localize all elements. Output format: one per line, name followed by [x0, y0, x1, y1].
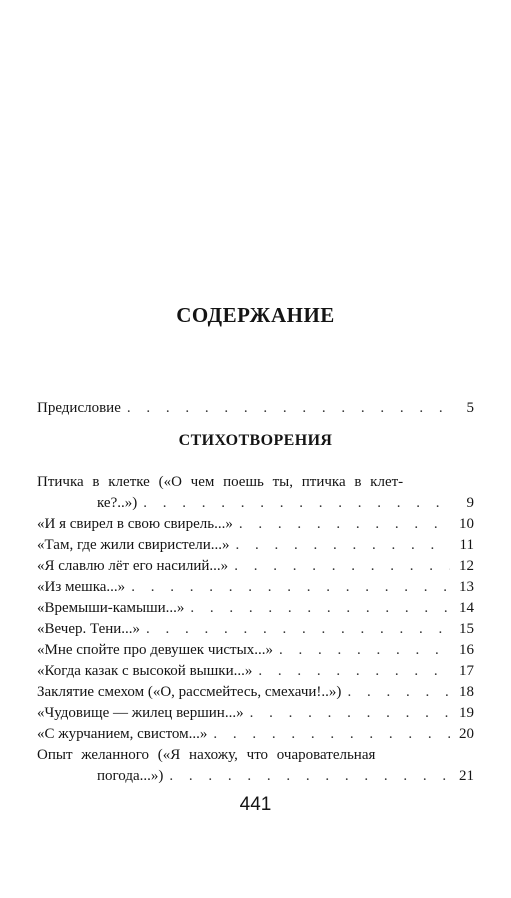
dot-leader	[131, 577, 450, 598]
toc-entry	[37, 577, 474, 598]
toc-entry-line-2	[37, 493, 474, 514]
toc-poems	[37, 472, 474, 787]
toc-entry-label: ке?..»)	[97, 495, 138, 511]
toc-entry-page: 11	[459, 537, 474, 553]
toc-entry-page: 17	[459, 663, 474, 679]
toc-entry-label: «Чудовище — жилец вершин...»	[37, 705, 244, 721]
toc-entry-label: «Там, где жили свиристели...»	[37, 537, 230, 553]
toc-entry-label: «С журчанием, свистом...»	[37, 726, 208, 742]
toc-entry-label: «И я свирел в свою свирель...»	[37, 516, 233, 532]
dot-leader	[279, 640, 450, 661]
toc-entry-page: 15	[459, 621, 474, 637]
toc-entry-page: 12	[459, 558, 474, 574]
toc-entry-label: «Я славлю лёт его насилий...»	[37, 558, 229, 574]
toc-entry	[37, 724, 474, 745]
dot-leader	[258, 661, 450, 682]
toc-entry-label: «Мне спойте про девушек чистых...»	[37, 642, 273, 658]
toc-entry	[37, 661, 474, 682]
toc-entry-line-1: Опыт желанного («Я нахожу, что очаровательная	[37, 747, 376, 763]
toc-entry-page: 13	[459, 579, 474, 595]
toc-entry-page: 19	[459, 705, 474, 721]
dot-leader	[127, 398, 450, 419]
page-title: СОДЕРЖАНИЕ	[176, 303, 335, 327]
toc-entry	[37, 472, 474, 514]
toc-entry-page: 20	[459, 726, 474, 742]
dot-leader	[234, 556, 450, 577]
toc-entry-line-2	[37, 766, 474, 787]
dot-leader	[213, 724, 450, 745]
dot-leader	[235, 535, 450, 556]
toc-entry	[37, 703, 474, 724]
dot-leader	[239, 514, 450, 535]
toc-entry	[37, 556, 474, 577]
dot-leader	[146, 619, 450, 640]
toc-entry	[37, 598, 474, 619]
toc-entry-page: 21	[459, 768, 474, 784]
toc-entry-page: 5	[466, 400, 474, 416]
toc-entry	[37, 619, 474, 640]
toc-entry-label: «Когда казак с высокой вышки...»	[37, 663, 253, 679]
dot-leader	[347, 682, 450, 703]
toc-entry	[37, 514, 474, 535]
toc-entry-page: 16	[459, 642, 474, 658]
toc-preface	[37, 398, 474, 419]
page-number: 441	[239, 794, 272, 815]
toc-entry-label: «Времыши-камыши...»	[37, 600, 185, 616]
dot-leader	[250, 703, 450, 724]
toc-entry-label: погода...»)	[97, 768, 164, 784]
toc-entry-page: 18	[459, 684, 474, 700]
toc-entry-preface	[37, 398, 474, 419]
toc-entry-page: 14	[459, 600, 474, 616]
toc-entry-label: Заклятие смехом («О, рассмейтесь, смехачи!..»)	[37, 684, 342, 700]
toc-entry	[37, 535, 474, 556]
toc-entry-page: 10	[459, 516, 474, 532]
dot-leader	[169, 766, 450, 787]
toc-entry-page: 9	[466, 495, 474, 511]
dot-leader	[143, 493, 450, 514]
toc-entry-label: Предисловие	[37, 400, 121, 416]
toc-entry	[37, 640, 474, 661]
toc-entry-label: «Вечер. Тени...»	[37, 621, 141, 637]
dot-leader	[190, 598, 450, 619]
toc-entry-label: «Из мешка...»	[37, 579, 126, 595]
toc-entry-line-1: Птичка в клетке («О чем поешь ты, птичка в клет-	[37, 474, 404, 490]
section-title: СТИХОТВОРЕНИЯ	[178, 432, 333, 449]
toc-entry	[37, 682, 474, 703]
toc-entry	[37, 745, 474, 787]
